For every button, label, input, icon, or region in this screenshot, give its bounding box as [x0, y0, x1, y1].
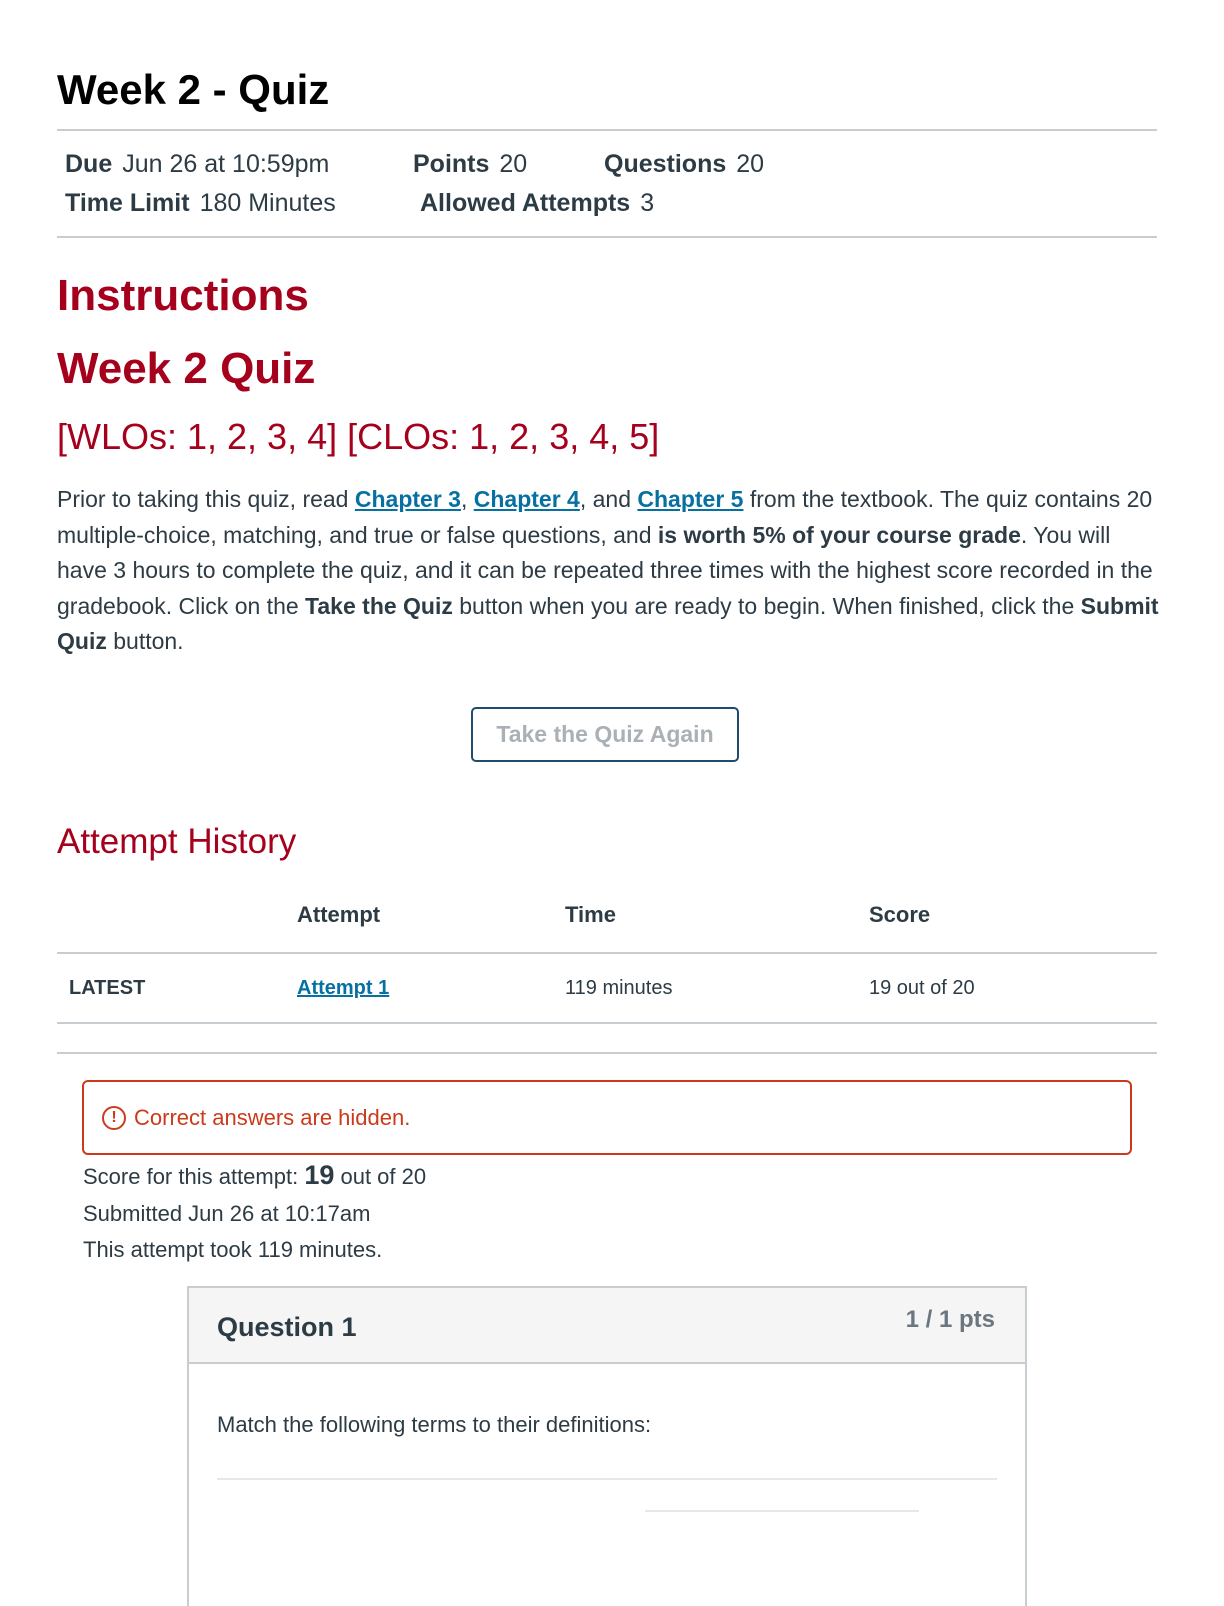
time-limit-value: 180 Minutes	[199, 189, 336, 217]
attempt-score	[83, 1160, 426, 1191]
divider	[57, 236, 1157, 238]
table-row-time: 119 minutes	[565, 977, 673, 999]
questions-value: 20	[736, 150, 765, 178]
instructions-text: . You will have 3 hours to complete the quiz, and it can be repeated three times with the highest score recorded in the gradebook. Click on the	[57, 521, 1153, 619]
page-title: Week 2 - Quiz	[57, 66, 330, 113]
score-prefix: Score for this attempt:	[83, 1164, 305, 1189]
allowed-attempts-label: Allowed Attempts	[420, 189, 631, 217]
table-row-divider	[57, 1022, 1157, 1024]
divider	[217, 1478, 997, 1480]
quiz-heading: Week 2 Quiz	[57, 344, 316, 393]
score-suffix: out of 20	[334, 1164, 427, 1189]
question-title: Question 1	[217, 1312, 357, 1342]
submit-quiz-mention: Submit Quiz	[57, 592, 1159, 655]
question-card	[187, 1286, 1027, 1606]
chapter-5-link[interactable]: Chapter 5	[637, 486, 744, 512]
points-label: Points	[413, 150, 490, 178]
take-quiz-mention: Take the Quiz	[305, 592, 453, 619]
time-limit-label: Time Limit	[65, 189, 190, 217]
table-row-score: 19 out of 20	[869, 977, 975, 999]
divider	[57, 129, 1157, 131]
instructions-text: Prior to taking this quiz, read	[57, 486, 355, 512]
questions-detail	[604, 150, 764, 179]
learning-objectives: [WLOs: 1, 2, 3, 4] [CLOs: 1, 2, 3, 4, 5]	[57, 416, 660, 457]
column-header-time: Time	[565, 902, 616, 927]
column-header-score: Score	[869, 902, 931, 927]
score-value: 19	[304, 1160, 335, 1190]
instructions-paragraph	[57, 482, 1159, 660]
due-detail	[65, 150, 329, 179]
time-limit-detail	[65, 189, 336, 218]
instructions-text: , and	[579, 486, 638, 512]
correct-answers-hidden-alert	[82, 1080, 1132, 1155]
question-text: Match the following terms to their definitions:	[217, 1412, 652, 1437]
divider	[57, 1052, 1157, 1054]
alert-text: Correct answers are hidden.	[134, 1104, 411, 1130]
questions-label: Questions	[604, 150, 727, 178]
allowed-attempts-detail	[420, 189, 654, 218]
due-label: Due	[65, 150, 113, 178]
points-detail	[413, 150, 527, 179]
table-header-divider	[57, 952, 1157, 954]
attempt-duration: This attempt took 119 minutes.	[83, 1237, 383, 1262]
due-value: Jun 26 at 10:59pm	[122, 150, 330, 178]
attempt-1-link[interactable]: Attempt 1	[297, 977, 390, 999]
take-quiz-again-button[interactable]: Take the Quiz Again	[471, 707, 739, 762]
question-points: 1 / 1 pts	[905, 1306, 995, 1333]
points-value: 20	[499, 150, 528, 178]
chapter-3-link[interactable]: Chapter 3	[354, 486, 461, 512]
instructions-heading: Instructions	[57, 271, 309, 320]
instructions-text: button when you are ready to begin. When finished, click the	[452, 592, 1081, 619]
instructions-text: ,	[460, 486, 474, 512]
latest-badge: LATEST	[69, 977, 146, 999]
question-header	[189, 1288, 1025, 1364]
attempt-history-heading: Attempt History	[57, 822, 297, 861]
instructions-text: from the textbook. The quiz contains 20 multiple-choice, matching, and true or false questions, and	[57, 486, 1153, 548]
column-header-attempt: Attempt	[297, 902, 381, 927]
warning-icon: !	[102, 1106, 126, 1130]
instructions-text: button.	[106, 628, 184, 655]
table-row-attempt	[297, 977, 389, 1000]
allowed-attempts-value: 3	[640, 189, 655, 217]
answer-select-outline	[645, 1510, 919, 1512]
submitted-timestamp: Submitted Jun 26 at 10:17am	[83, 1201, 371, 1226]
grade-weight-text: is worth 5% of your course grade	[657, 521, 1021, 548]
chapter-4-link[interactable]: Chapter 4	[473, 486, 580, 512]
